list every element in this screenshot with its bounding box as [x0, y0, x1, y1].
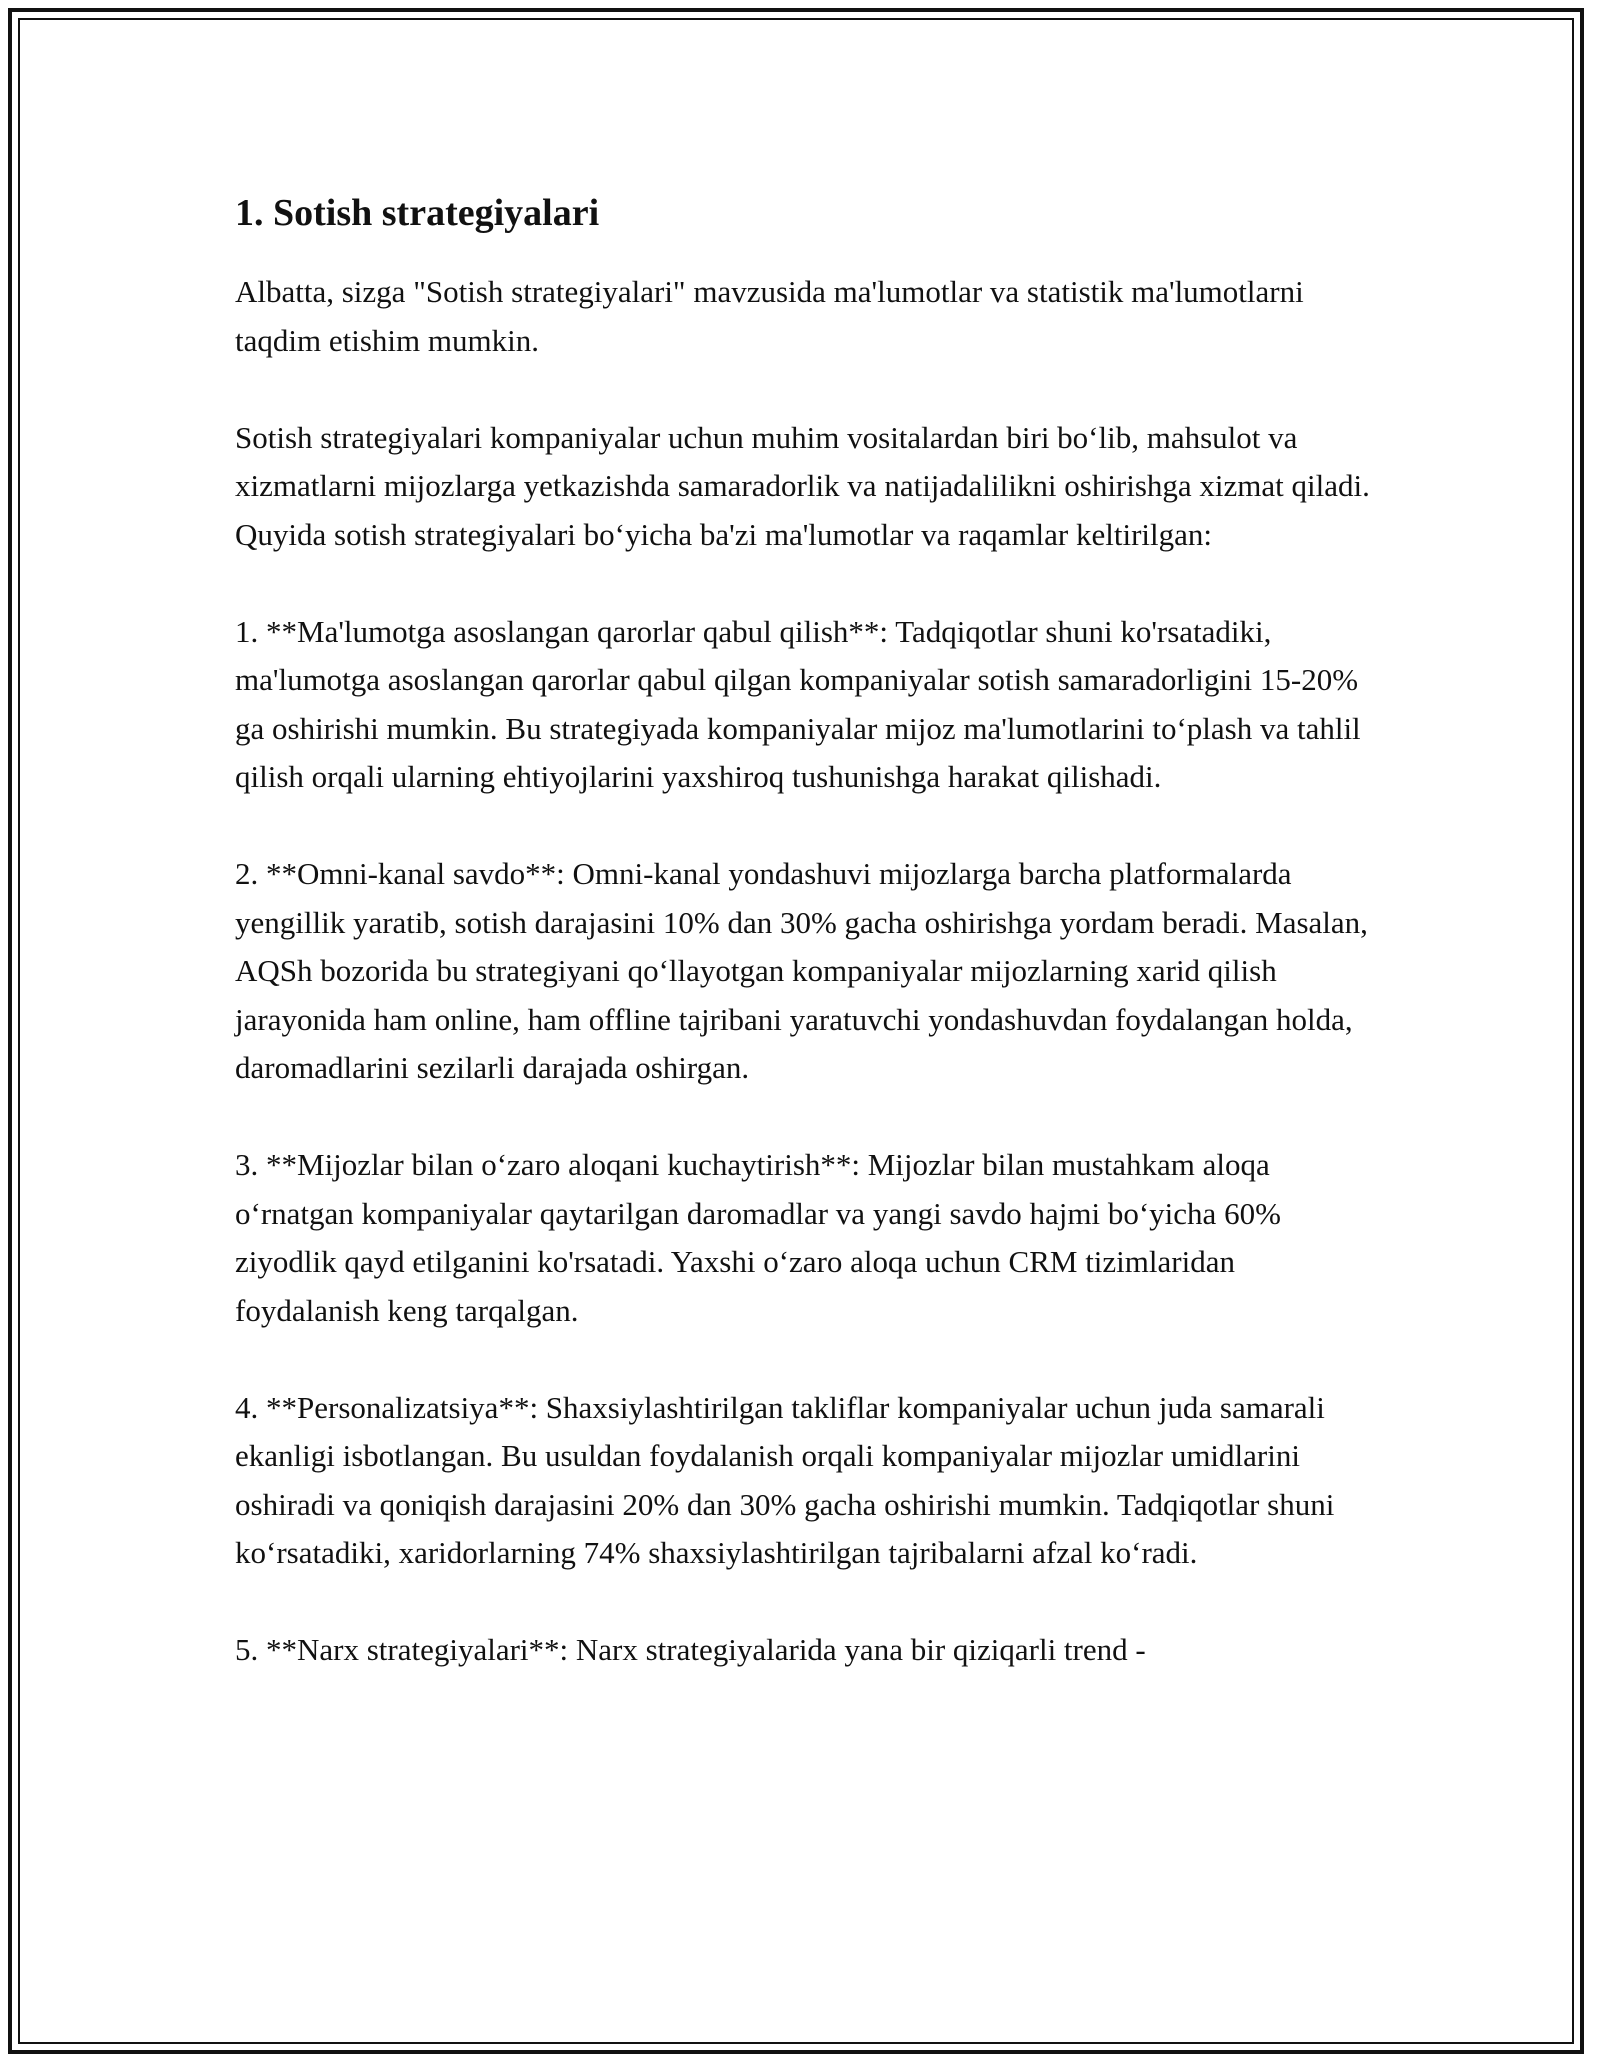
list-item-omni-channel: 2. **Omni-kanal savdo**: Omni-kanal yondashuvi mijozlarga barcha platformalarda yengillik yaratib, sotish darajasini 10% dan 30% gacha oshirishga yordam beradi. Masalan, AQSh bozorida bu strategiyani qo‘llayotgan kompaniyalar mijozlarning xarid qilish jarayonida ham online, ham offline tajribani yaratuvchi yondashuvdan foydalangan holda, daromadlarini sezilarli darajada oshirgan. — [235, 856, 1368, 1085]
list-item-data-driven-decisions: 1. **Ma'lumotga asoslangan qarorlar qabul qilish**: Tadqiqotlar shuni ko'rsatadiki, ma'lumotga asoslangan qarorlar qabul qilgan kompaniyalar sotish samaradorligini 15-20% ga oshirishi mumkin. Bu strategiyada kompaniyalar mijoz ma'lumotlarini to‘plash va tahlil qilish orqali ularning ehtiyojlarini yaxshiroq tushunishga harakat qilishadi. — [235, 613, 1361, 794]
intro-paragraph: Albatta, sizga "Sotish strategiyalari" mavzusida ma'lumotlar va statistik ma'lumotlarni taqdim etishim mumkin. — [235, 274, 1304, 358]
section-title: 1. Sotish strategiyalari — [235, 192, 600, 234]
list-item-personalization: 4. **Personalizatsiya**: Shaxsiylashtirilgan takliflar kompaniyalar uchun juda samarali ekanligi isbotlangan. Bu usuldan foydalanish orqali kompaniyalar mijozlar umidlarini oshiradi va qoniqish darajasini 20% dan 30% gacha oshirishi mumkin. Tadqiqotlar shuni ko‘rsatadiki, xaridorlarning 74% shaxsiylashtirilgan tajribalarni afzal ko‘radi. — [235, 1389, 1335, 1570]
document-body — [235, 185, 1375, 1723]
overview-paragraph: Sotish strategiyalari kompaniyalar uchun muhim vositalardan biri bo‘lib, mahsulot va xizmatlarni mijozlarga yetkazishda samaradorlik va natijadalilikni oshirishga xizmat qiladi. Quyida sotish strategiyalari bo‘yicha ba'zi ma'lumotlar va raqamlar keltirilgan: — [235, 419, 1370, 552]
list-item-pricing: 5. **Narx strategiyalari**: Narx strategiyalarida yana bir qiziqarli trend - — [235, 1632, 1146, 1667]
list-item-customer-relations: 3. **Mijozlar bilan o‘zaro aloqani kuchaytirish**: Mijozlar bilan mustahkam aloqa o‘rnatgan kompaniyalar qaytarilgan daromadlar va yangi savdo hajmi bo‘yicha 60% ziyodlik qayd etilganini ko'rsatadi. Yaxshi o‘zaro aloqa uchun CRM tizimlaridan foydalanish keng tarqalgan. — [235, 1147, 1281, 1328]
